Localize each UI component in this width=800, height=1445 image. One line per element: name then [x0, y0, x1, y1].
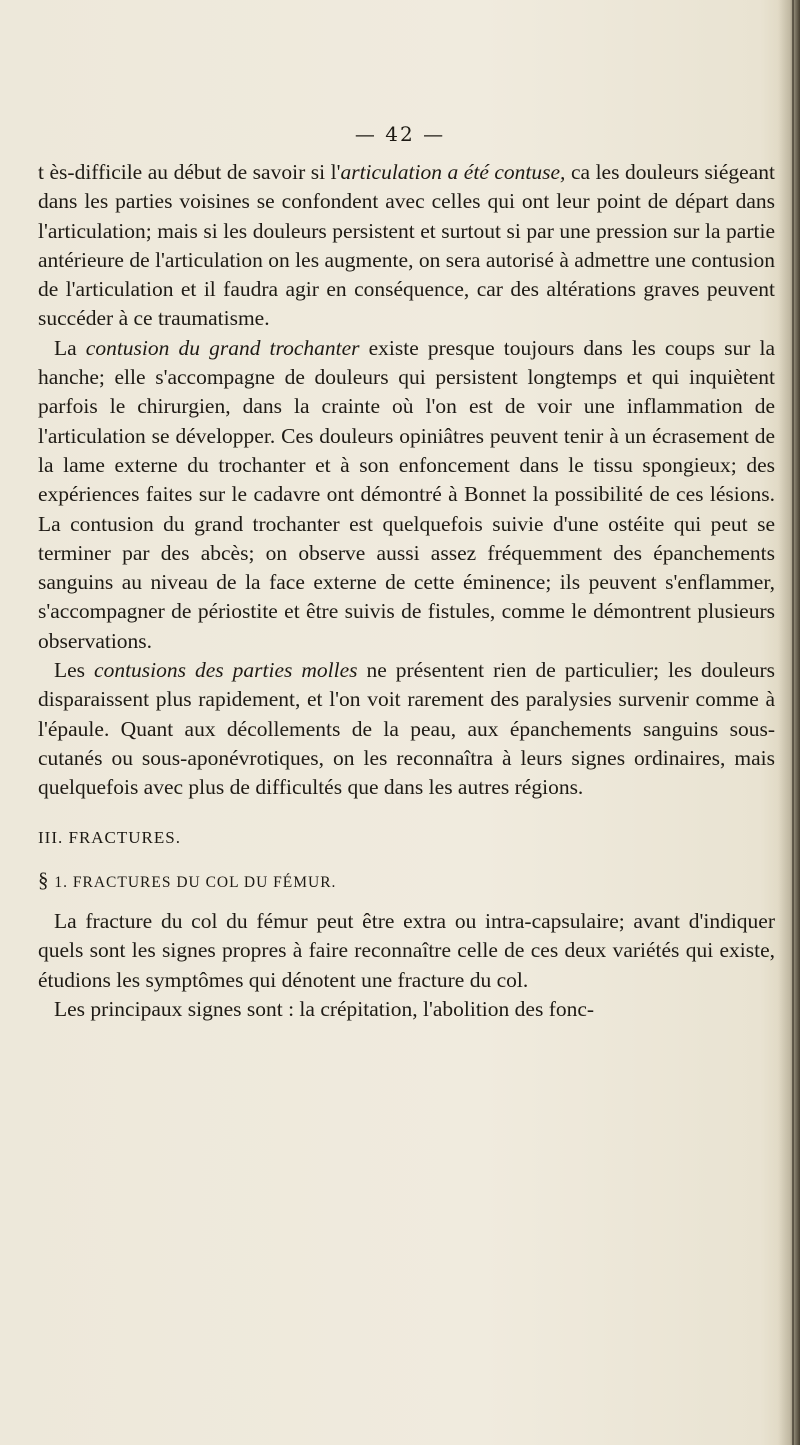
paragraph-text: La — [54, 335, 86, 360]
paragraph-parties-molles — [38, 656, 775, 802]
paragraph-articulation — [38, 158, 775, 334]
section-heading: III. FRACTURES. — [38, 827, 181, 847]
page-edge-line — [792, 0, 794, 1445]
subsection-heading — [38, 866, 775, 897]
page-edge-shadow — [778, 0, 800, 1445]
paragraph-text: ne présentent rien de particulier; les douleurs disparaissent plus rapidement, et l'on voit rarement des paralysies survenir comme à l'épaule. Quant aux décollements de la peau, aux épanchements sanguins sous-cutanés ou sous-aponévrotiques, on les reconnaîtra à leurs signes ordinaires, mais quelquefois avec plus de difficultés que dans les autres régions. — [38, 658, 775, 800]
section-sign: § — [38, 867, 50, 892]
paragraph-fracture-col: La fracture du col du fémur peut être extra ou intra-capsulaire; avant d'indiquer quels sont les signes propres à faire reconnaître celle de ces deux variétés qui existe, étudions les symptômes qui dénotent une fracture du col. — [38, 909, 775, 992]
body-text — [38, 158, 775, 1024]
paragraph-grand-trochanter — [38, 334, 775, 656]
paragraph-text: t ès-difficile au début de savoir si l' — [38, 160, 341, 184]
paragraph-text: existe presque toujours dans les coups sur la hanche; elle s'accompagne de douleurs qui persistent longtemps et qui inquiètent parfois le chirurgien, dans la crainte où l'on est de voir une inflammation de l'articulation se développer. Ces douleurs opiniâtres peuvent tenir à un écrasement de la lame externe du trochanter et à son enfoncement dans le tissu spongieux; des expériences faites sur le cadavre ont démontré à Bonnet la possibilité de ces lésions. La contusion du grand trochanter est quelquefois suivie d'une ostéite qui peut se terminer par des abcès; on observe aussi assez fréquemment des épanchements sanguins au niveau de la face externe de cette éminence; ils peuvent s'enflammer, s'accompagner de périostite et être suivis de fistules, comme le démontrent plusieurs observations. — [38, 335, 775, 653]
italic-term: articulation a été contuse, — [340, 160, 566, 184]
italic-term: contusion du grand trochanter — [85, 335, 360, 360]
page-number: — 42 — — [354, 122, 446, 146]
paragraph-signes: Les principaux signes sont : la crépitation, l'abolition des fonc- — [54, 997, 595, 1022]
italic-term: contusions des parties molles — [94, 658, 358, 683]
subsection-title: 1. FRACTURES DU COL DU FÉMUR. — [49, 873, 337, 891]
paragraph-text: Les — [54, 658, 95, 683]
paragraph-text: ca les douleurs siégeant dans les parties voisines se confondent avec celles qui ont leur point de départ dans l'articulation; mais si les douleurs persistent et surtout si par une pression sur la partie antérieure de l'articulation on les augmente, on sera autorisé à admettre une contusion de l'articulation et il faudra agir en conséquence, car des altérations graves peuvent succéder à ce traumatisme. — [38, 160, 775, 331]
